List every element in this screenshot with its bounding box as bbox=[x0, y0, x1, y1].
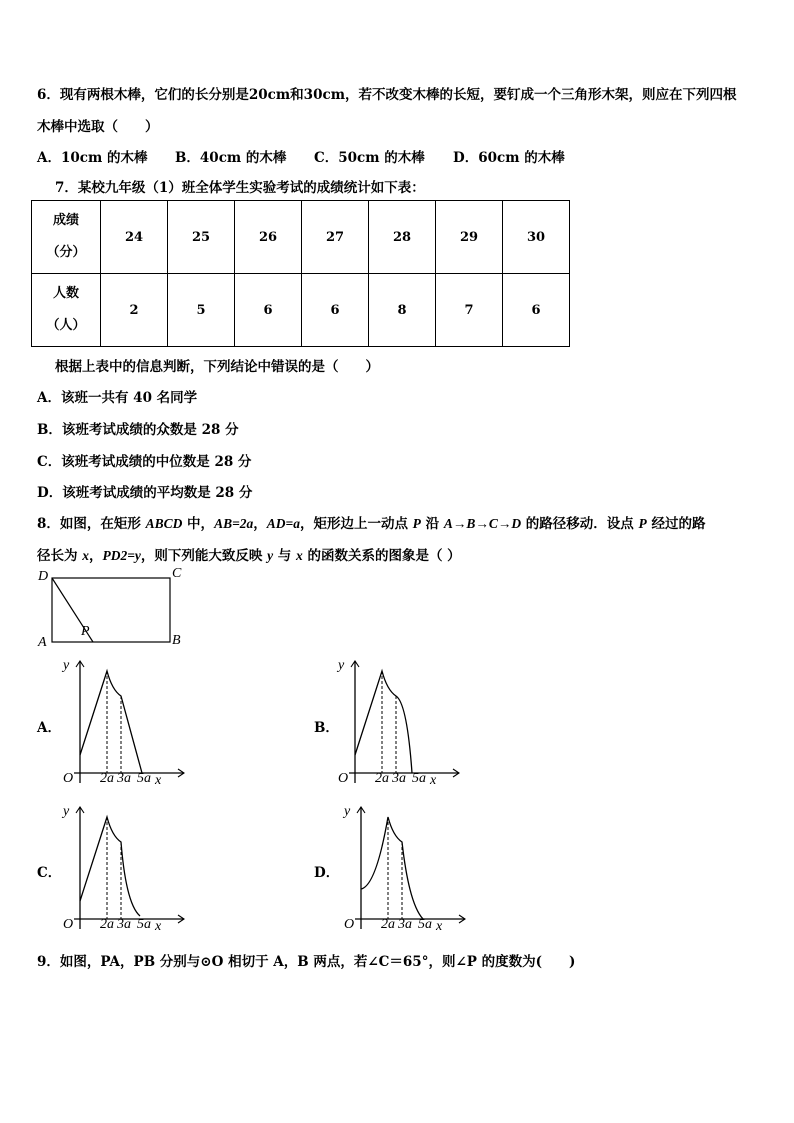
tick-label: 2a bbox=[100, 771, 114, 786]
cell: 5 bbox=[168, 274, 235, 347]
graph-b bbox=[335, 658, 465, 788]
q6-option-c: C．50cm 的木棒 bbox=[314, 150, 425, 166]
graph-a bbox=[60, 658, 190, 788]
origin-label: O bbox=[63, 771, 74, 786]
q9-stem: 9．如图，PA，PB 分别与⊙O 相切于 A，B 两点，若∠C＝65°，则∠P 的度数为( ) bbox=[37, 954, 576, 970]
header-count: 人数 （人） bbox=[32, 274, 101, 347]
q8-option-c: C． bbox=[37, 865, 62, 881]
tick-label: 2a bbox=[375, 771, 389, 786]
q8-option-d: D． bbox=[314, 865, 340, 881]
function-curve bbox=[80, 817, 140, 916]
tick-label: 5a bbox=[137, 771, 151, 786]
q6-option-a: A．10cm 的木棒 bbox=[37, 150, 148, 166]
q7-stem: 7．某校九年级（1）班全体学生实验考试的成绩统计如下表： bbox=[55, 180, 425, 196]
q8-stem-line1: 8．如图，在矩形 ABCD 中，AB=2a，AD=a，矩形边上一动点 P 沿 A→B→C→D 的路径移动．设点 P 经过的路 bbox=[37, 516, 706, 532]
y-label: y bbox=[338, 658, 345, 673]
q7-option-c: C．该班考试成绩的中位数是 28 分 bbox=[37, 454, 252, 470]
origin-label: O bbox=[338, 771, 349, 786]
rectangle-figure bbox=[35, 565, 195, 655]
x-label: x bbox=[430, 773, 437, 788]
tick-label: 3a bbox=[398, 917, 412, 932]
cell: 25 bbox=[168, 201, 235, 274]
function-curve bbox=[80, 671, 142, 773]
function-curve bbox=[355, 671, 412, 773]
label-c: C bbox=[172, 566, 182, 581]
x-label: x bbox=[155, 773, 162, 788]
y-label: y bbox=[63, 658, 70, 673]
origin-label: O bbox=[63, 917, 74, 932]
label-b: B bbox=[172, 633, 181, 648]
q6-option-d: D．60cm 的木棒 bbox=[453, 150, 565, 166]
table-row-counts bbox=[32, 274, 570, 347]
cell: 7 bbox=[436, 274, 503, 347]
q7-option-d: D．该班考试成绩的平均数是 28 分 bbox=[37, 485, 253, 501]
tick-label: 2a bbox=[100, 917, 114, 932]
q8-option-b: B． bbox=[314, 720, 339, 736]
cell: 6 bbox=[235, 274, 302, 347]
cell: 6 bbox=[302, 274, 369, 347]
header-score: 成绩 （分） bbox=[32, 201, 101, 274]
cell: 2 bbox=[101, 274, 168, 347]
label-a: A bbox=[38, 635, 47, 650]
score-table bbox=[31, 200, 570, 347]
tick-label: 3a bbox=[392, 771, 406, 786]
tick-label: 3a bbox=[117, 771, 131, 786]
cell: 26 bbox=[235, 201, 302, 274]
x-label: x bbox=[155, 919, 162, 934]
q6-stem-line1: 6．现有两根木棒，它们的长分别是20cm和30cm，若不改变木棒的长短，要钉成一个三角形木架，则应在下列四根 bbox=[37, 87, 737, 103]
cell: 30 bbox=[503, 201, 570, 274]
tick-label: 5a bbox=[137, 917, 151, 932]
q6-stem-line2: 木棒中选取（ ） bbox=[37, 119, 159, 135]
cell: 27 bbox=[302, 201, 369, 274]
q7-option-a: A．该班一共有 40 名同学 bbox=[37, 390, 198, 406]
cell: 28 bbox=[369, 201, 436, 274]
tick-label: 5a bbox=[412, 771, 426, 786]
cell: 24 bbox=[101, 201, 168, 274]
q6-option-b: B．40cm 的木棒 bbox=[175, 150, 287, 166]
q7-question: 根据上表中的信息判断，下列结论中错误的是（ ） bbox=[55, 359, 379, 375]
table-row-scores bbox=[32, 201, 570, 274]
label-p: P bbox=[81, 624, 90, 639]
function-curve bbox=[361, 817, 423, 919]
cell: 29 bbox=[436, 201, 503, 274]
y-label: y bbox=[344, 804, 351, 819]
tick-label: 5a bbox=[418, 917, 432, 932]
tick-label: 2a bbox=[381, 917, 395, 932]
q8-stem-line2: 径长为 x，PD2=y，则下列能大致反映 y 与 x 的函数关系的图象是（ ） bbox=[37, 548, 461, 564]
q7-option-b: B．该班考试成绩的众数是 28 分 bbox=[37, 422, 239, 438]
graph-c bbox=[60, 804, 190, 934]
label-d: D bbox=[38, 569, 49, 584]
y-label: y bbox=[63, 804, 70, 819]
x-label: x bbox=[436, 919, 443, 934]
graph-d bbox=[341, 804, 471, 934]
cell: 8 bbox=[369, 274, 436, 347]
origin-label: O bbox=[344, 917, 355, 932]
cell: 6 bbox=[503, 274, 570, 347]
q8-option-a: A． bbox=[37, 720, 61, 736]
tick-label: 3a bbox=[117, 917, 131, 932]
